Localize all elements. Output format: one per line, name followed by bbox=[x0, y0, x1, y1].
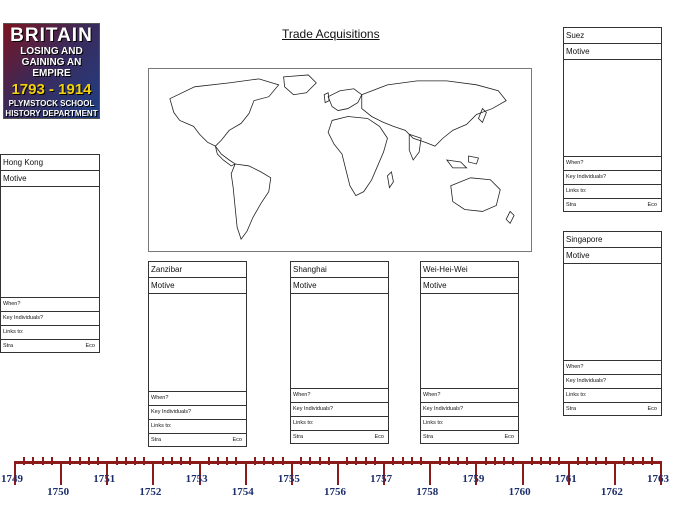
timeline-year-label: 1749 bbox=[1, 473, 23, 485]
stra-label: Stra bbox=[566, 202, 577, 208]
timeline bbox=[0, 445, 678, 509]
card-shanghai bbox=[290, 261, 389, 444]
timeline-major-tick bbox=[429, 461, 431, 485]
timeline-minor-tick bbox=[651, 457, 653, 465]
timeline-minor-tick bbox=[134, 457, 136, 465]
timeline-minor-tick bbox=[448, 457, 450, 465]
timeline-minor-tick bbox=[420, 457, 422, 465]
timeline-minor-tick bbox=[254, 457, 256, 465]
timeline-minor-tick bbox=[309, 457, 311, 465]
stra-eco-row[interactable] bbox=[421, 431, 518, 444]
timeline-minor-tick bbox=[282, 457, 284, 465]
motive-answer-area[interactable] bbox=[149, 294, 246, 392]
links-to-row[interactable]: Links to: bbox=[564, 389, 661, 403]
timeline-year-label: 1756 bbox=[324, 486, 346, 498]
timeline-minor-tick bbox=[235, 457, 237, 465]
when-row[interactable]: When? bbox=[564, 361, 661, 375]
school-logo bbox=[3, 23, 100, 119]
timeline-major-tick bbox=[152, 461, 154, 485]
timeline-year-label: 1754 bbox=[231, 486, 254, 498]
timeline-minor-tick bbox=[411, 457, 413, 465]
stra-label: Stra bbox=[151, 437, 162, 443]
world-map-outline bbox=[149, 69, 531, 251]
logo-years: 1793 - 1914 bbox=[11, 81, 92, 98]
timeline-minor-tick bbox=[263, 457, 265, 465]
eco-label: Eco bbox=[85, 343, 95, 349]
when-row[interactable]: When? bbox=[149, 392, 246, 406]
timeline-minor-tick bbox=[374, 457, 376, 465]
stra-label: Stra bbox=[293, 434, 304, 440]
timeline-minor-tick bbox=[512, 457, 514, 465]
links-to-row[interactable]: Links to: bbox=[564, 185, 661, 199]
motive-answer-area[interactable] bbox=[564, 60, 661, 157]
when-row[interactable]: When? bbox=[1, 298, 99, 312]
timeline-year-label: 1750 bbox=[47, 486, 70, 498]
timeline-minor-tick bbox=[189, 457, 191, 465]
motive-label: Motive bbox=[291, 278, 388, 294]
timeline-minor-tick bbox=[180, 457, 182, 465]
timeline-minor-tick bbox=[485, 457, 487, 465]
timeline-minor-tick bbox=[531, 457, 533, 465]
timeline-minor-tick bbox=[503, 457, 505, 465]
timeline-minor-tick bbox=[116, 457, 118, 465]
timeline-minor-tick bbox=[586, 457, 588, 465]
key-individuals-row[interactable]: Key Individuals? bbox=[564, 171, 661, 185]
timeline-minor-tick bbox=[226, 457, 228, 465]
stra-eco-row[interactable] bbox=[1, 340, 99, 353]
timeline-minor-tick bbox=[42, 457, 44, 465]
timeline-year-label: 1759 bbox=[462, 473, 485, 485]
timeline-year-label: 1751 bbox=[93, 473, 116, 485]
timeline-minor-tick bbox=[605, 457, 607, 465]
timeline-minor-tick bbox=[51, 457, 53, 465]
card-singapore bbox=[563, 231, 662, 416]
card-wei-hei-wei bbox=[420, 261, 519, 444]
timeline-year-label: 1755 bbox=[277, 473, 300, 485]
card-title: Singapore bbox=[564, 232, 661, 248]
timeline-minor-tick bbox=[300, 457, 302, 465]
timeline-minor-tick bbox=[558, 457, 560, 465]
timeline-minor-tick bbox=[88, 457, 90, 465]
card-hong-kong bbox=[0, 154, 100, 353]
timeline-year-label: 1760 bbox=[508, 486, 531, 498]
timeline-minor-tick bbox=[32, 457, 34, 465]
card-title: Zanzibar bbox=[149, 262, 246, 278]
timeline-minor-tick bbox=[162, 457, 164, 465]
timeline-minor-tick bbox=[208, 457, 210, 465]
when-row[interactable]: When? bbox=[421, 389, 518, 403]
timeline-minor-tick bbox=[319, 457, 321, 465]
timeline-minor-tick bbox=[595, 457, 597, 465]
stra-label: Stra bbox=[423, 434, 434, 440]
timeline-year-label: 1762 bbox=[600, 486, 623, 498]
eco-label: Eco bbox=[647, 202, 657, 208]
timeline-minor-tick bbox=[623, 457, 625, 465]
eco-label: Eco bbox=[504, 434, 514, 440]
timeline-minor-tick bbox=[23, 457, 25, 465]
card-suez bbox=[563, 27, 662, 212]
timeline-minor-tick bbox=[494, 457, 496, 465]
timeline-major-tick bbox=[614, 461, 616, 485]
stra-eco-row[interactable] bbox=[291, 431, 388, 444]
timeline-minor-tick bbox=[171, 457, 173, 465]
timeline-minor-tick bbox=[143, 457, 145, 465]
motive-answer-area[interactable] bbox=[564, 264, 661, 361]
eco-label: Eco bbox=[647, 406, 657, 412]
motive-label: Motive bbox=[564, 248, 661, 264]
timeline-minor-tick bbox=[642, 457, 644, 465]
motive-answer-area[interactable] bbox=[1, 187, 99, 298]
timeline-year-label: 1752 bbox=[139, 486, 162, 498]
timeline-minor-tick bbox=[402, 457, 404, 465]
timeline-minor-tick bbox=[97, 457, 99, 465]
links-to-row[interactable]: Links to: bbox=[291, 417, 388, 431]
timeline-year-label: 1761 bbox=[554, 473, 577, 485]
when-row[interactable]: When? bbox=[564, 157, 661, 171]
timeline-minor-tick bbox=[632, 457, 634, 465]
timeline-minor-tick bbox=[69, 457, 71, 465]
timeline-minor-tick bbox=[549, 457, 551, 465]
logo-line: BRITAIN bbox=[10, 25, 93, 46]
timeline-minor-tick bbox=[577, 457, 579, 465]
timeline-minor-tick bbox=[365, 457, 367, 465]
eco-label: Eco bbox=[232, 437, 242, 443]
timeline-year-label: 1758 bbox=[416, 486, 439, 498]
links-to-row[interactable]: Links to: bbox=[421, 417, 518, 431]
timeline-minor-tick bbox=[125, 457, 127, 465]
motive-label: Motive bbox=[564, 44, 661, 60]
card-zanzibar bbox=[148, 261, 247, 447]
card-title: Hong Kong bbox=[1, 155, 99, 171]
key-individuals-row[interactable]: Key Individuals? bbox=[291, 403, 388, 417]
timeline-major-tick bbox=[60, 461, 62, 485]
logo-line: HISTORY DEPARTMENT bbox=[5, 109, 98, 118]
logo-line: LOSING AND bbox=[20, 46, 83, 57]
when-row[interactable]: When? bbox=[291, 389, 388, 403]
logo-line: PLYMSTOCK SCHOOL bbox=[8, 99, 95, 108]
timeline-minor-tick bbox=[272, 457, 274, 465]
stra-eco-row[interactable] bbox=[564, 199, 661, 212]
stra-eco-row[interactable] bbox=[564, 403, 661, 416]
card-title: Suez bbox=[564, 28, 661, 44]
timeline-year-label: 1763 bbox=[647, 473, 669, 485]
timeline-major-tick bbox=[522, 461, 524, 485]
logo-line: GAINING AN EMPIRE bbox=[21, 57, 82, 79]
world-map bbox=[148, 68, 532, 252]
timeline-major-tick bbox=[337, 461, 339, 485]
stra-label: Stra bbox=[566, 406, 577, 412]
timeline-minor-tick bbox=[540, 457, 542, 465]
page-title: Trade Acquisitions bbox=[282, 27, 380, 41]
timeline-minor-tick bbox=[328, 457, 330, 465]
links-to-row[interactable]: Links to: bbox=[1, 326, 99, 340]
key-individuals-row[interactable]: Key Individuals? bbox=[564, 375, 661, 389]
stra-label: Stra bbox=[3, 343, 14, 349]
motive-answer-area[interactable] bbox=[291, 294, 388, 389]
timeline-minor-tick bbox=[346, 457, 348, 465]
timeline-minor-tick bbox=[355, 457, 357, 465]
motive-label: Motive bbox=[1, 171, 99, 187]
card-title: Shanghai bbox=[291, 262, 388, 278]
key-individuals-row[interactable]: Key Individuals? bbox=[421, 403, 518, 417]
card-title: Wei-Hei-Wei bbox=[421, 262, 518, 278]
timeline-minor-tick bbox=[439, 457, 441, 465]
timeline-minor-tick bbox=[79, 457, 81, 465]
timeline-minor-tick bbox=[392, 457, 394, 465]
timeline-minor-tick bbox=[217, 457, 219, 465]
timeline-minor-tick bbox=[457, 457, 459, 465]
key-individuals-row[interactable]: Key Individuals? bbox=[149, 406, 246, 420]
links-to-row[interactable]: Links to: bbox=[149, 420, 246, 434]
timeline-year-label: 1757 bbox=[370, 473, 393, 485]
timeline-year-label: 1753 bbox=[185, 473, 208, 485]
motive-answer-area[interactable] bbox=[421, 294, 518, 389]
motive-label: Motive bbox=[421, 278, 518, 294]
eco-label: Eco bbox=[374, 434, 384, 440]
timeline-minor-tick bbox=[466, 457, 468, 465]
timeline-major-tick bbox=[245, 461, 247, 485]
key-individuals-row[interactable]: Key Individuals? bbox=[1, 312, 99, 326]
motive-label: Motive bbox=[149, 278, 246, 294]
